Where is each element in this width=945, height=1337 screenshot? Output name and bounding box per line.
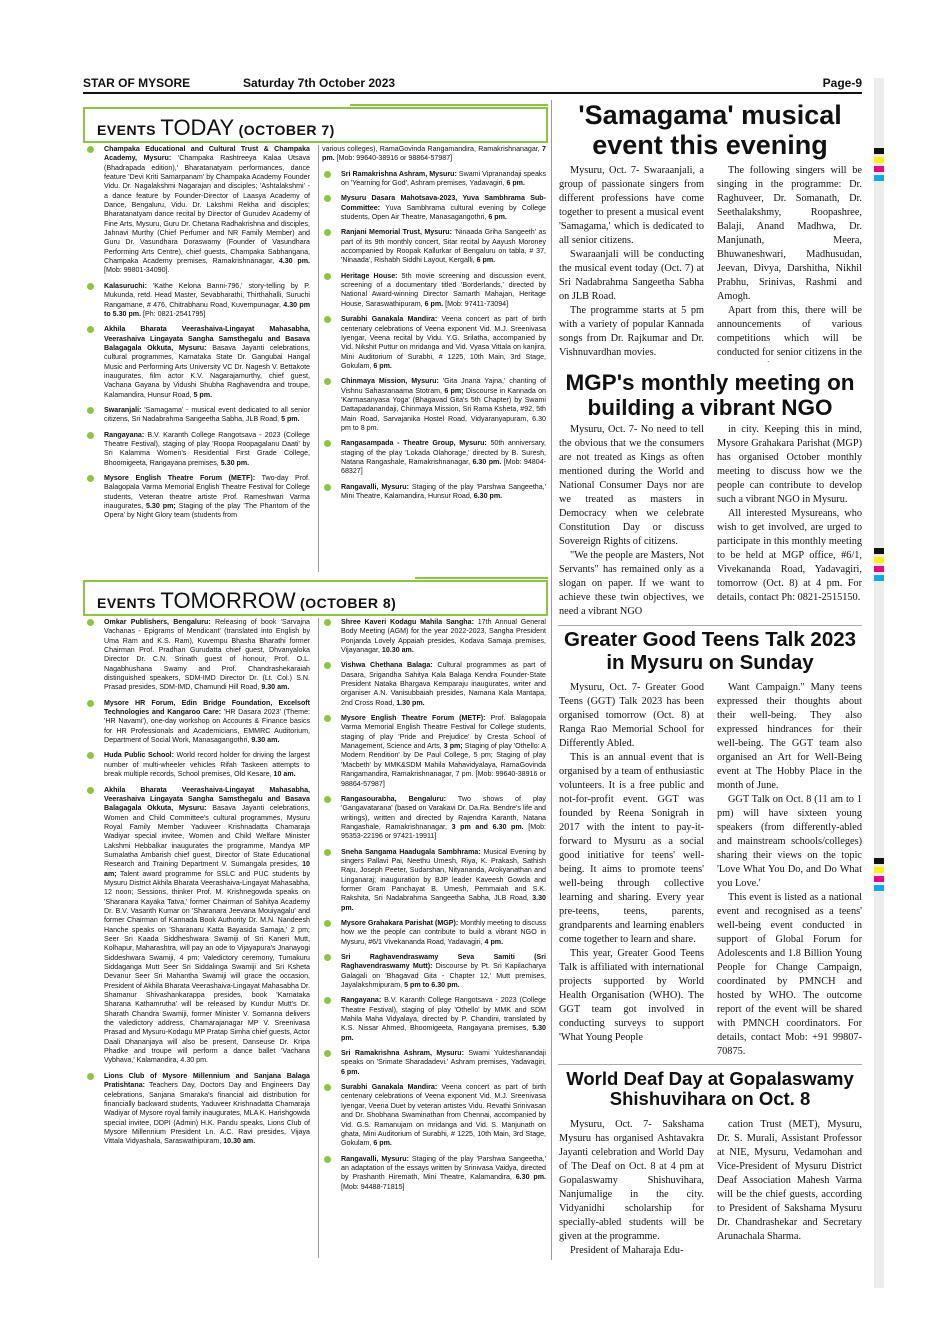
event-time: 10 am. xyxy=(273,770,296,779)
event-organiser: Swaranjali: xyxy=(104,405,142,414)
registration-swatch xyxy=(874,175,884,181)
registration-swatch xyxy=(874,157,884,163)
event-listing xyxy=(322,848,546,913)
event-organiser: Rangavalli, Mysuru: xyxy=(341,482,409,491)
event-extra: [Mob: 97411-73094] xyxy=(443,299,509,308)
event-details: Discourse by Pt. Sri Kapilacharya Galagali on 'Bhagavad Gita - Chapter 12,' Mutt premises, Jayalakshmipuram, xyxy=(341,962,546,990)
masthead xyxy=(83,74,862,92)
event-time: 6 pm. xyxy=(373,1139,392,1148)
event-listing xyxy=(322,996,546,1043)
event-listing xyxy=(85,431,310,468)
event-time: 4.30 pm to 5.30 pm. xyxy=(104,300,310,318)
event-details: 'Samagama' - musical event dedicated to all senior citizens, Sri Nadabrahma Sangeetha Sabha, JLB Road, xyxy=(104,405,310,424)
article-4-title: World Deaf Day at Gopalaswamy Shishuvihara on Oct. 8 xyxy=(566,1068,854,1110)
event-extra: [Mob: 94804-68327] xyxy=(341,457,546,476)
events-today-column-1 xyxy=(85,145,310,572)
event-details: Two-day Prof. Balagopala Varma Memorial English Theatre Festival for College students, Veteran theatre artiste Prof. Rameshwari Varma inaugurates, xyxy=(104,474,310,511)
article-paragraph: All interested Mysureans, who wish to get involved, are urged to participate in this monthly meeting to be held at MGP office, #6/1, Vivekananda Road, Yadavagiri, tomorrow (Oct. 8) at 4 pm. For details, contact Ph: 0821-2515150. xyxy=(717,508,862,603)
event-extra: Staging of the play 'The Phantom of the Opera' by Night Glory team (students from xyxy=(104,502,310,520)
event-details: 50th anniversary, staging of the play 'Lokada Olahorage,' directed by B. Suresh, Natana Rangashale, Ramakrishnanagar, xyxy=(341,439,546,466)
page-number: Page-9 xyxy=(822,76,862,90)
event-organiser: Omkar Publishers, Bengaluru: xyxy=(104,618,211,626)
event-details: 'Gita Jnana Yajna,' chanting of Vishnu Sahasranaama Stotram, xyxy=(341,377,546,395)
event-organiser: Vishwa Chethana Balaga: xyxy=(341,661,433,670)
article-paragraph: The programme starts at 5 pm with a variety of popular Kannada songs from Dr. Rajkumar and Dr. Vishnuvardhan movies. xyxy=(559,305,704,358)
article-2-column-1 xyxy=(559,423,704,621)
article-paragraph: Mysuru, Oct. 7- Greater Good Teens (GGT) Talk 2023 has been organised tomorrow (Oct. 8) at Ranga Rao Memorial School for Differently Abled. xyxy=(559,682,704,749)
article-2-column-2 xyxy=(717,423,862,621)
event-details: Prof. Balagopala Varma Memorial English Theatre Festival for College students, staging of play 'Pride and Prejudice' by Cresta School of Management, Science and Arts, xyxy=(341,714,546,751)
event-listing xyxy=(322,953,546,990)
event-listing xyxy=(322,714,546,789)
event-listing xyxy=(322,272,546,309)
event-time: 6 pm. xyxy=(373,361,392,370)
registration-swatch xyxy=(874,858,884,864)
event-listing xyxy=(85,1072,310,1147)
event-time: 10.30 am. xyxy=(381,646,414,655)
event-listing xyxy=(322,439,546,476)
events-tomorrow-prefix: EVENTS xyxy=(97,595,157,611)
event-listing xyxy=(322,194,546,222)
event-organiser: Mysore Grahakara Parishat (MGP): xyxy=(341,918,459,927)
event-listing xyxy=(322,618,546,655)
events-tomorrow-column-2 xyxy=(322,618,546,1258)
event-time: 5.30 pm. xyxy=(220,458,250,467)
article-3-column-1 xyxy=(559,681,704,1059)
event-time: 4 pm. xyxy=(484,937,504,946)
print-color-bar xyxy=(874,78,884,1288)
article-separator xyxy=(558,625,862,626)
event-time: 6 pm. xyxy=(488,213,507,222)
column-divider xyxy=(318,145,319,572)
article-paragraph: Want Campaign.'' Many teens expressed their thoughts about their well-being. They also expressed hindrances for their well-being. The GGT team also organised an Art for Well-Being event at The Hobby Place in the month of June. xyxy=(717,682,862,791)
registration-swatch xyxy=(874,566,884,572)
event-extra: Staging of play 'Othello: A Modern Rendition' by De Paul College, 5 pm; Staging of play 'Macbeth' by MMK&SDM Mahila Mahavidyalaya, RamaGovinda Rangamandira, Ramakrishnanagar, 7 pm. [Mob: 99640-38916 or 98864-57987] xyxy=(341,742,546,788)
event-extra: [Mob: 95353-22196 or 97421-19911] xyxy=(341,822,546,841)
column-divider xyxy=(318,618,319,1258)
article-paragraph: Swaraanjali will be conducting the musical event today (Oct. 7) at Sri Nadabrahma Sangeetha Sabha on JLB Road. xyxy=(559,249,704,302)
event-details: 'Ninaada Griha Sangeeth' as part of its 9th monthly concert, Sitar recital by Aayush Moroney accompanied by Roopak Kallurkar of Bengaluru on tabla, # 37, 'Ninaada', Rishabh Siddhi Layout, Kergalli, xyxy=(341,228,546,265)
event-listing xyxy=(322,170,546,189)
article-paragraph: cation Trust (MET), Mysuru, Dr. S. Murali, Assistant Professor at NIE, Mysuru, Vedamohan and Vice-President of Mysuru District Deaf Association Mahesh Varma will be the chief guests, according to President of Sakshama Mysuru Dr. Chandrashekar and Secretary Arunachala Sharma. xyxy=(717,1119,862,1242)
events-today-prefix: EVENTS xyxy=(97,122,157,138)
event-organiser: Kalasuruchi: xyxy=(104,281,147,290)
event-details: 'HR Dasara 2023' (Theme: 'HR Navami'), one-day workshop on Accounts & Finance basics for HR Professionals and Academicians, EMMRC Auditorium, Department of Social Work, Manasagangothri, xyxy=(104,708,310,745)
event-organiser: Mysore English Theatre Forum (METF): xyxy=(104,474,256,482)
event-organiser: Lions Club of Mysore Millennium and Sanjana Balaga Pratishtana: xyxy=(104,1071,310,1090)
event-details: Swami Vipranandaji speaks on 'Yearning for God', Ashram premises, Yadavagiri, xyxy=(341,169,546,188)
event-organiser: Akhila Bharata Veerashaiva-Lingayat Mahasabha, Veerashaiva Lingayata Sangha Samsthegalu and Basava Balagagala Okkuta, Mysuru: xyxy=(104,785,310,813)
article-paragraph: in city. Keeping this in mind, Mysore Grahakara Parishat (MGP) has organised October monthly meeting to discuss how we the people can contribute to develop such a vibrant NGO in Mysuru. xyxy=(717,424,862,505)
article-paragraph: This year, Greater Good Teens Talk is affiliated with international projects supported by World Health Organisation (WHO). The GGT team got involved in conducting surveys to support 'What Young People xyxy=(559,948,704,1043)
event-organiser: Sneha Sangama Haadugala Sambhrama: xyxy=(341,847,481,856)
registration-swatch xyxy=(874,885,884,891)
registration-swatch xyxy=(874,148,884,154)
event-organiser: Akhila Bharata Veerashaiva-Lingayat Mahasabha, Veerashaiva Lingayata Sangha Samsthegalu and Basava Balagagala Okkuta, Mysuru: xyxy=(104,325,310,352)
article-paragraph: Mysuru, Oct. 7- Swaraanjali, a group of passionate singers from different professions have come together to present a musical event 'Samagama,' which is dedicated to all senior citizens. xyxy=(559,165,704,246)
event-extra: Discourse in Kannada on 'Karmasanyasa Yoga' (Bhagavad Gita's 5th Chapter) by Swami Dattapadanandaji, Chinmaya Mission, Sri Rama Ksheta, #92, 5th Main Road, Sarvajanika Hostel Road, Vidyaranyapuram, 6.30 pm to 8 pm. xyxy=(341,386,546,432)
event-time: 9.30 am. xyxy=(251,736,280,745)
event-organiser: Heritage House: xyxy=(341,271,398,280)
event-organiser: Chinmaya Mission, Mysuru: xyxy=(341,377,439,386)
event-details: Two shows of play 'Gangavatarana' (based on Varakavi Dr. Da.Ra. Bendre's life and writings), written and directed by Rajendra Karanth, Natana Rangashale, Ramakrishnanagar, xyxy=(341,794,546,831)
registration-swatch xyxy=(874,575,884,581)
article-4-column-1 xyxy=(559,1118,704,1263)
event-organiser: Ranjani Memorial Trust, Mysuru: xyxy=(341,228,452,237)
event-listing xyxy=(85,751,310,779)
event-time: 1.30 pm. xyxy=(396,698,425,707)
article-1-column-1 xyxy=(559,164,704,362)
issue-date: Saturday 7th October 2023 xyxy=(243,76,396,90)
event-details: Veena concert as part of birth centenary celebrations of Veena exponent Vid. M.J. Sreenivasa Iyengar, Veena Duet by veteran artistes Vidu. Revathi Srinivasan and Dr. Shobhana Swaminathan from Chennai, accompanied by Vid. G.S. Ramanujam on mridanga and Vid. S. Manjunath on ghata, Mini Auditorium of Surabhi, # 1225, 10th Main, 3rd Stage, Gokulam, xyxy=(341,1083,546,1148)
event-details: 17th Annual General Body Meeting (AGM) for the year 2022-2023, Sangha President Ponjanda Lovely Appaiah presides, Kodava Samaja premises, Vijayanagar, xyxy=(341,618,546,655)
event-listing xyxy=(322,145,546,164)
event-time: 6.30 pm. xyxy=(473,492,503,500)
section-divider xyxy=(551,100,552,1260)
event-listing xyxy=(322,1049,546,1077)
event-listing xyxy=(322,919,546,947)
event-organiser: Shree Kaveri Kodagu Mahila Sangha: xyxy=(341,618,474,626)
article-4-column-2 xyxy=(717,1118,862,1263)
event-details: 5th movie screening and discussion event, screening of a documentary titled 'Borderlands,' directed by National Award-winning Director Samarth Mahajan, Heritage House, Saraswathipuram, xyxy=(341,271,546,308)
event-extra: Talent award programme for SSLC and PUC students by Mysuru District Akhila Bharata Veerashaiva-Lingayat Mahasabha, 12 noon; Sessions, thinker Prof. M. Krishnegowda speaks on 'Sharanara Kayaka Tatva,' former Chairman of Sahitya Academy Dr. B.V. Vasanth Kumar on 'Sharanara Jeevana Mouiyagalu' and former Chairman of Kannada Book Authority Dr. M.N. Nandeesh Hanche speaks on 'Sharanaru Katta Bayasida Samaja,' 2 pm; Seer Sri Kaada Siddheshwara Swamiji of Sri Kaneri Mutt, Kolhapur, Maharashtra, will pay an ode to Vijayapura's Jnanayogi Siddeshwara Swamiji, 4 pm; Valedictory ceremony, Tumakuru Siddaganga Mutt Seer Sri Siddalinga Swamiji and Sri Ksheta Devanur Seer Sri Mahantha Swamiji will grace the occasion, President of Akhila Bharata Veerashaiva-Lingayat Mahasabha Dr. Shamanur Shivashankarappa presides, book 'Karnataka Sharana Kathamrutha' will be released by Kundur Mutt's Dr. Sharath Chandra Swamiji, former Minister V. Somanna delivers the valedictory address, Chamarajanagar MP V. Sreenivasa Prasad and Mysuru-Kodagu MP Pratap Simha chief guests, Actor Daali Dhananjaya will also be present, Danseuse Dr. Kripa Phadke and troupe will perform a dance ballet 'Vachana Vybhava,' Kalamandira, 4.30 pm. xyxy=(104,869,310,1065)
event-listing xyxy=(322,483,546,502)
event-organiser: Surabhi Ganakala Mandira: xyxy=(341,315,438,324)
registration-swatch xyxy=(874,876,884,882)
event-time: 5.30 pm; xyxy=(146,502,176,511)
event-details: 'Champaka Rashtreeya Kalaa Utsava (Bhadrapada edition),' Bharatanatyam performances, dance feature 'Devi Kriti Samarpanam' by Champaka Academy Founder Vidu. Dr. Nagalakshmi Nagarajan and disciples; 'Ashtalakshmi' - a dance feature by Founder-Director of Laasya Academy of Dance, Bengaluru, Vidu. Dr. Lakshmi Rekha and disciples; Bharatanatyam dance recital by Director of Gurudev Academy of Fine Arts, Mysuru, Guru Dr. Chetana Radhakrishna and disciples, Jahnavi Murthy (Chief Perfumer and NR Family Member) and Guru Dr. Vasundhara Doraswamy (Founder of Vasundhara Performing Arts Centre), chief guests, Champaka Sabhangana, Champaka Academy premises, Ramakrishnanagar, xyxy=(104,154,310,266)
article-2-title: MGP's monthly meeting on building a vibrant NGO xyxy=(565,370,855,420)
article-3-title: Greater Good Teens Talk 2023 in Mysuru on Sunday xyxy=(563,628,857,674)
registration-swatch xyxy=(874,166,884,172)
event-time: 6 pm; xyxy=(444,386,464,395)
registration-swatch xyxy=(874,867,884,873)
event-details: Releasing of book 'Sarvajna Vachanas - Epigrams of Mendicant' (translated into English by Uma Ram and K.S. Ram), Kuvempu Bhasha Bharathi former Chairman Prof. Pradhan Gurudatta chief guest, Dhvanyaloka Director Dr. C.N. Srinath guest of honour, Prof. O.L. Nagabhushana Swamy and Prof. Chandrashekaraiah distinguished speakers, SDM-IMD Director Dr. (Lt. Col.) S.N. Prasad presides, SDM-IMD, Chamundi Hill Road, xyxy=(104,618,310,692)
event-time: 6 pm. xyxy=(476,256,496,265)
event-organiser: Rangasampada - Theatre Group, Mysuru: xyxy=(341,439,487,448)
event-time: 10.30 am. xyxy=(223,1137,256,1146)
event-listing xyxy=(322,1083,546,1148)
event-listing xyxy=(322,795,546,842)
article-3-column-2 xyxy=(717,681,862,1059)
event-details: Teachers Day, Doctors Day and Engineers Day celebrations, Sanjana Smaraka's financial aid distribution for financially backward students, Yaduveer Krishnadatta Chamaraja Wadiyar of Mysore royal family inaugurates, MLA K. Harishgowda special invitee, DDPI (Admin) H.K. Pandu speaks, Lions Club of Mysore Millennium President Ln. A.C. Ravi presides, Vijaya Vittala Vidyashala, Saraswathipuram, xyxy=(104,1081,310,1146)
event-organiser: Rangayana: xyxy=(341,996,382,1005)
event-listing xyxy=(322,315,546,371)
event-extra: [Mob: 94488-71815] xyxy=(341,1182,405,1191)
events-tomorrow-title: TOMORROW xyxy=(160,588,296,613)
event-listing xyxy=(85,786,310,1066)
event-listing xyxy=(322,228,546,265)
article-paragraph: The following singers will be singing in the programme: Dr. Raghuveer, Dr. Somanath, Dr. Seethalakshmy, Roopashree, Balaji, Anand Madhwa, Dr. Manjunath, Meera, Bhuwaneshwari, Madhusudan, Jeevan, Divya, Darshitha, Nikhil Prabhu, Srinivas, Rashmi and Amogh. xyxy=(717,165,862,302)
article-paragraph: This is an annual event that is organised by a team of enthusiastic volunteers. It is a free public and not-for-profit event. GGT was founded by Reena Sonigrah in 2017 with the intent to pay-it-forward to Mysuru as a social good initiative for teens' well-being. It aims to promote teens' well-being through collective learning and sharing. Every year pre-teens, teens, parents, grandparents and learning enablers come together to learn and share. xyxy=(559,752,704,945)
event-details: Basava Jayanti celebrations, cultural programmes, Karnataka State Dr. Gangubai Hangal Music and Performing Arts University VC Dr. Nagesh V. Bettakote inaugurates, film actor K.V. Nagarajamurthy, chief guest, Vachana Gayana by Vidushi Shubha Raghavendra and troupe, Kalamandira, Hunsur Road, xyxy=(104,343,310,399)
event-extra: [Ph: 0821-2541795] xyxy=(141,309,206,318)
events-tomorrow-column-1 xyxy=(85,618,310,1258)
article-paragraph: Apart from this, there will be announcements of various competitions which will be conducted for senior citizens in the xyxy=(717,305,862,358)
event-details: Staging of the play 'Parshwa Sangeetha,' Mini Theatre, Kalamandira, Hunsur Road, xyxy=(341,482,546,500)
event-details: Monthly meeting to discuss how we the people can contribute to build a vibrant NGO in Mysuru, #6/1 Vivekananda Road, Yadavagiri, xyxy=(341,918,546,946)
events-today-title: TODAY xyxy=(160,115,235,140)
event-organiser: Sri Ramakrishna Ashram, Mysuru: xyxy=(341,1049,464,1058)
event-organiser: Rangasourabha, Bengaluru: xyxy=(341,794,447,803)
event-listing xyxy=(322,661,546,708)
event-time: 5 pm. xyxy=(281,415,300,424)
event-details: Cultural programmes as part of Dasara, Srigandha Sahitya Kala Balaga Kendra Founder-State President Nataka Bhargava Kemparaju inaugurates, writer and organiser A.N. Vanisubbaiah presides, Namana Kala Mantapa, 2nd Cross Road, xyxy=(341,661,546,707)
event-time: 5.30 pm. xyxy=(341,1024,546,1042)
event-listing xyxy=(322,377,546,433)
event-details: B.V. Karanth College Rangotsava - 2023 (College Theatre Festival), staging of play 'Roopa Roopagalanu Daati' by Sri Kalamma Women's Residential First Grade College, Bhoomigeeta, Rangayana premises, xyxy=(104,430,310,467)
event-organiser: Sri Raghavendraswamy Seva Samiti (Sri Raghavendraswamy Mutt): xyxy=(341,953,546,971)
event-details: Swami Yuktеshanandaji speaks on 'Srimate Sharadadevi.' Ashram premises, Yadavagiri, xyxy=(341,1049,546,1067)
event-organiser: Mysore HR Forum, Edin Bridge Foundation, Excelsoft Technologies and Kangaroo Care: xyxy=(104,698,310,717)
paper-name: STAR OF MYSORE xyxy=(83,76,191,90)
article-paragraph: This event is listed as a national event and recognised as a teens' well-being event conducted in support of Global Forum for Adolescents and 1.8 Billion Young People for Change Campaign, coordinated by PMNCH and hosted by WHO. The outcome report of the event will be shared with PMNCH coordinators. For details, contact Mob: +91 99807-70875. xyxy=(717,892,862,1057)
article-1-title: 'Samagama' musical event this evening xyxy=(578,100,842,160)
event-time: 5 pm. xyxy=(193,390,213,399)
event-listing xyxy=(85,406,310,425)
event-extra: [Mob: 99801-34090]. xyxy=(104,266,170,275)
article-paragraph: Mysuru, Oct. 7- Sakshama Mysuru has organised Ashtavakra Jayanti celebration and World Day of The Deaf on Oct. 8 at 4 pm at Gopalaswamy Shishuvihara, Nanjumalige in the city. Vidyanidhi scholarship for specially-abled students will be given at the programme. xyxy=(559,1119,704,1242)
event-details: World record holder for driving the largest number of multi-wheeler vehicles Rifah Taskeen attempts to break multiple records, School premises, Old Kesare, xyxy=(104,751,310,779)
article-paragraph: President of Maharaja Edu- xyxy=(570,1245,684,1256)
event-details: Basava Jayanti celebrations, Women and Child Committee's cultural programmes, Mysuru Royal Family Member Yaduveer Krishnadatta Chamaraja Wadiyar special invitee, Women and Child Welfare Minister Lakshmi Hebbalkar inaugurates the programme, Mandya MP Sumalatha Ambarish chief guest, Director of State Educational Research and Training Department V. Sumangala presides, xyxy=(104,804,310,869)
event-details: Yuva Sambhrama cultural evening by College students, Open Air Theatre, Manasagangothri, xyxy=(341,203,546,222)
event-organiser: Sri Ramakrishna Ashram, Mysuru: xyxy=(341,169,457,178)
event-organiser: Surabhi Ganakala Mandira: xyxy=(341,1083,438,1092)
event-time: 9.30 am. xyxy=(261,683,290,692)
events-tomorrow-date: (OCTOBER 8) xyxy=(300,595,397,611)
event-listing xyxy=(85,618,310,693)
event-extra: [Mob: 99640-38916 or 98864-57987] xyxy=(334,154,453,163)
article-separator xyxy=(558,1064,862,1065)
event-time: 3 pm and 6.30 pm. xyxy=(451,822,524,831)
event-listing xyxy=(85,474,310,521)
event-organiser: Mysore English Theatre Forum (METF): xyxy=(341,714,486,723)
registration-swatch xyxy=(874,548,884,554)
event-listing xyxy=(322,1155,546,1192)
event-time: 10 am; xyxy=(104,860,310,878)
event-time: 6 pm. xyxy=(341,1067,360,1076)
event-listing xyxy=(85,145,310,276)
article-paragraph: "We the people are Masters, Not Servants" has remained only as a slogan on paper. If we want to achieve these twin objectives, we need a vibrant NGO xyxy=(559,550,704,617)
article-paragraph: Mysuru, Oct. 7- No need to tell the obvious that we the consumers are not treated as Kings as often mentioned during the World and National Consumer Days nor are we treated as masters in Democracy when we celebrate Constitution Day or discuss Sovereign Rights of citizens. xyxy=(559,424,704,547)
events-tomorrow-header xyxy=(83,580,548,616)
event-details: Veena concert as part of birth centenary celebrations of Veena exponent Vid. M.J. Sreenivasa Iyengar, Veena recital by Vidu. Y.G. Srilatha, accompanied by Vid. Nikshit Puttur on mridanga and Vid. Vyasa Vittala on kanjira, Mini Auditorium of Surabhi, # 1225, 10th Main, 3rd Stage, Gokulam, xyxy=(341,315,546,370)
event-details: Musical Evening by singers Pallavi Pai, Neethu Umesh, Riya, K. Prakash, Sathish Raju, Joseph Peeter, Sudarshan, Nityananda, Arokyanathan and Linganaraj; inauguration by BJP leader Kaveesh Gowda and former Gram Panchayat B. Umesh, Pemmaiah and S.K. Rakshita, Sri Nadabrahma Sangeetha Sabha, JLB Road, xyxy=(341,847,546,903)
event-listing xyxy=(85,699,310,746)
event-listing xyxy=(85,282,310,319)
events-today-date: (OCTOBER 7) xyxy=(238,122,335,138)
event-time: 3 pm; xyxy=(443,742,463,751)
event-organiser: Rangavalli, Mysuru: xyxy=(341,1154,409,1163)
article-paragraph: GGT Talk on Oct. 8 (11 am to 1 pm) will have sixteen young speakers (from differently-abled and mainstream schools/colleges) sharing their views on the topic 'Love What You Do, and Do What you Love.' xyxy=(717,794,862,889)
event-time: 7 pm. xyxy=(322,145,546,163)
event-time: 6.30 pm. xyxy=(515,1173,546,1182)
event-details: various colleges), RamaGovinda Rangamandira, Ramakrishnanagar, xyxy=(322,145,543,153)
events-today-header xyxy=(83,107,548,143)
events-tomorrow-accent xyxy=(415,577,548,579)
event-details: 'Kathe Kelona Banni-796,' story-telling by P. Mukunda, retd. Head Master, Sevabharathi, Thirthahalli, Suruchi Rangamane, # 476, Chitrabhanu Road, Kuvempunagar, xyxy=(104,281,310,309)
registration-swatch xyxy=(874,557,884,563)
event-details: B.V. Karanth College Rangotsava - 2023 (College Theatre Festival), staging of play 'Othello' by MMK and SDM Mahila Maha Vidyalaya, directed by P. Chandini, translated by K.S. Nissar Ahmed, Bhoomigeeta, Rangayana premises, xyxy=(341,996,546,1033)
event-time: 4.30 pm. xyxy=(278,257,310,266)
event-organiser: Mysuru Dasara Mahotsava-2023, Yuva Sambhrama Sub-Committee: xyxy=(341,194,546,212)
events-today-accent xyxy=(350,104,548,106)
event-listing xyxy=(85,325,310,400)
event-time: 3.30 pm. xyxy=(341,894,546,912)
event-time: 5 pm to 6.30 pm. xyxy=(404,981,460,990)
article-1-column-2 xyxy=(717,164,862,362)
event-organiser: Huda Public School: xyxy=(104,751,175,760)
event-organiser: Rangayana: xyxy=(104,430,145,439)
event-time: 6 pm. xyxy=(424,299,444,308)
events-today-column-2 xyxy=(322,145,546,572)
event-time: 6.30 pm. xyxy=(472,457,502,466)
event-organiser: Champaka Educational and Cultural Trust & Champaka Academy, Mysuru: xyxy=(104,145,310,163)
event-details: Staging of the play 'Parshwa Sangeetha,' an adaptation of the essays written by Srinivasa Vaidya, directed by Prashanth Hiremath, Mini Theatre, Kalamandira, xyxy=(341,1154,546,1182)
masthead-rule xyxy=(83,92,862,94)
event-time: 6 pm. xyxy=(506,179,525,188)
